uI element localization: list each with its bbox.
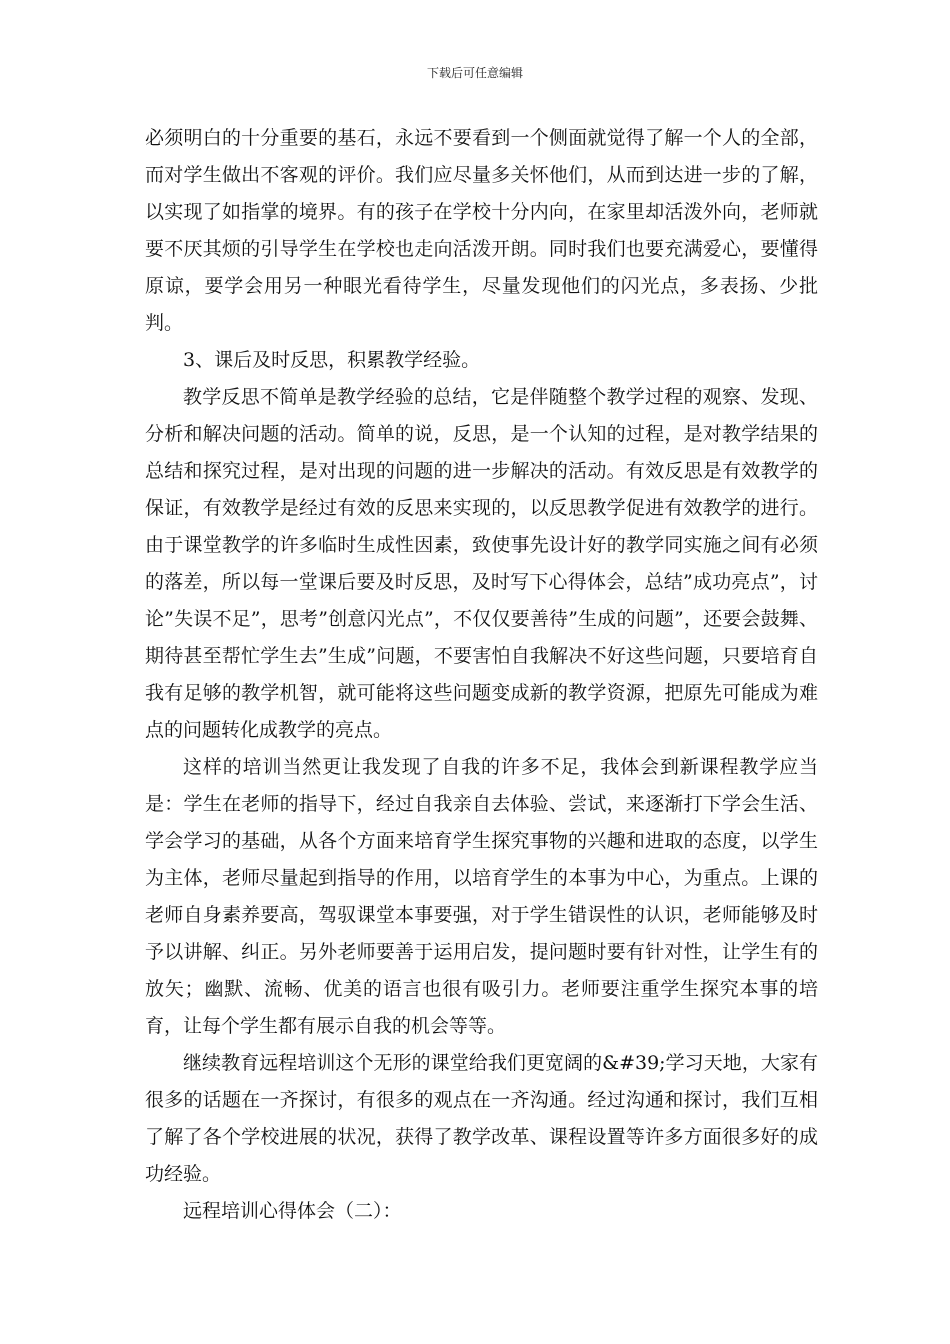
page-header: 下载后可任意编辑 <box>426 66 523 80</box>
document-body <box>145 120 818 1230</box>
paragraph-2-section-heading: 3、课后及时反思，积累教学经验。 <box>183 349 481 371</box>
paragraph-1: 必须明白的十分重要的基石，永远不要看到一个侧面就觉得了解一个人的全部，而对学生做出不客观的评价。我们应尽量多关怀他们，从而到达进一步的了解，以实现了如指掌的境界。有的孩子在学校十分内向，在家里却活泼外向，老师就要不厌其烦的引导学生在学校也走向活泼开朗。同时我们也要充满爱心，要懂得原谅，要学会用另一种眼光看待学生，尽量发现他们的闪光点，多表扬、少批判。 <box>145 127 818 334</box>
paragraph-4: 这样的培训当然更让我发现了自我的许多不足，我体会到新课程教学应当是：学生在老师的指导下，经过自我亲自去体验、尝试，来逐渐打下学会生活、学会学习的基础，从各个方面来培育学生探究事物的兴趣和进取的态度，以学生为主体，老师尽量起到指导的作用，以培育学生的本事为中心，为重点。上课的老师自身素养要高，驾驭课堂本事要强，对于学生错误性的认识，老师能够及时予以讲解、纠正。另外老师要善于运用启发，提问题时要有针对性，让学生有的放矢；幽默、流畅、优美的语言也很有吸引力。老师要注重学生探究本事的培育，让每个学生都有展示自我的机会等等。 <box>145 756 818 1037</box>
paragraph-3: 教学反思不简单是教学经验的总结，它是伴随整个教学过程的观察、发现、分析和解决问题的活动。简单的说，反思，是一个认知的过程，是对教学结果的总结和探究过程，是对出现的问题的进一步解决的活动。有效反思是有效教学的保证，有效教学是经过有效的反思来实现的，以反思教学促进有效教学的进行。由于课堂教学的许多临时生成性因素，致使事先设计好的教学同实施之间有必须的落差，所以每一堂课后要及时反思，及时写下心得体会，总结”成功亮点”，讨论”失误不足”，思考”创意闪光点”，不仅仅要善待”生成的问题”，还要会鼓舞、期待甚至帮忙学生去”生成”问题，不要害怕自我解决不好这些问题，只要培育自我有足够的教学机智，就可能将这些问题变成新的教学资源，把原先可能成为难点的问题转化成教学的亮点。 <box>145 386 818 741</box>
paragraph-5: 继续教育远程培训这个无形的课堂给我们更宽阔的&#39;学习天地，大家有很多的话题在一齐探讨，有很多的观点在一齐沟通。经过沟通和探讨，我们互相了解了各个学校进展的状况，获得了教学改革、课程设置等许多方面很多好的成功经验。 <box>145 1052 818 1185</box>
paragraph-6-subtitle: 远程培训心得体会（二）： <box>183 1200 402 1222</box>
